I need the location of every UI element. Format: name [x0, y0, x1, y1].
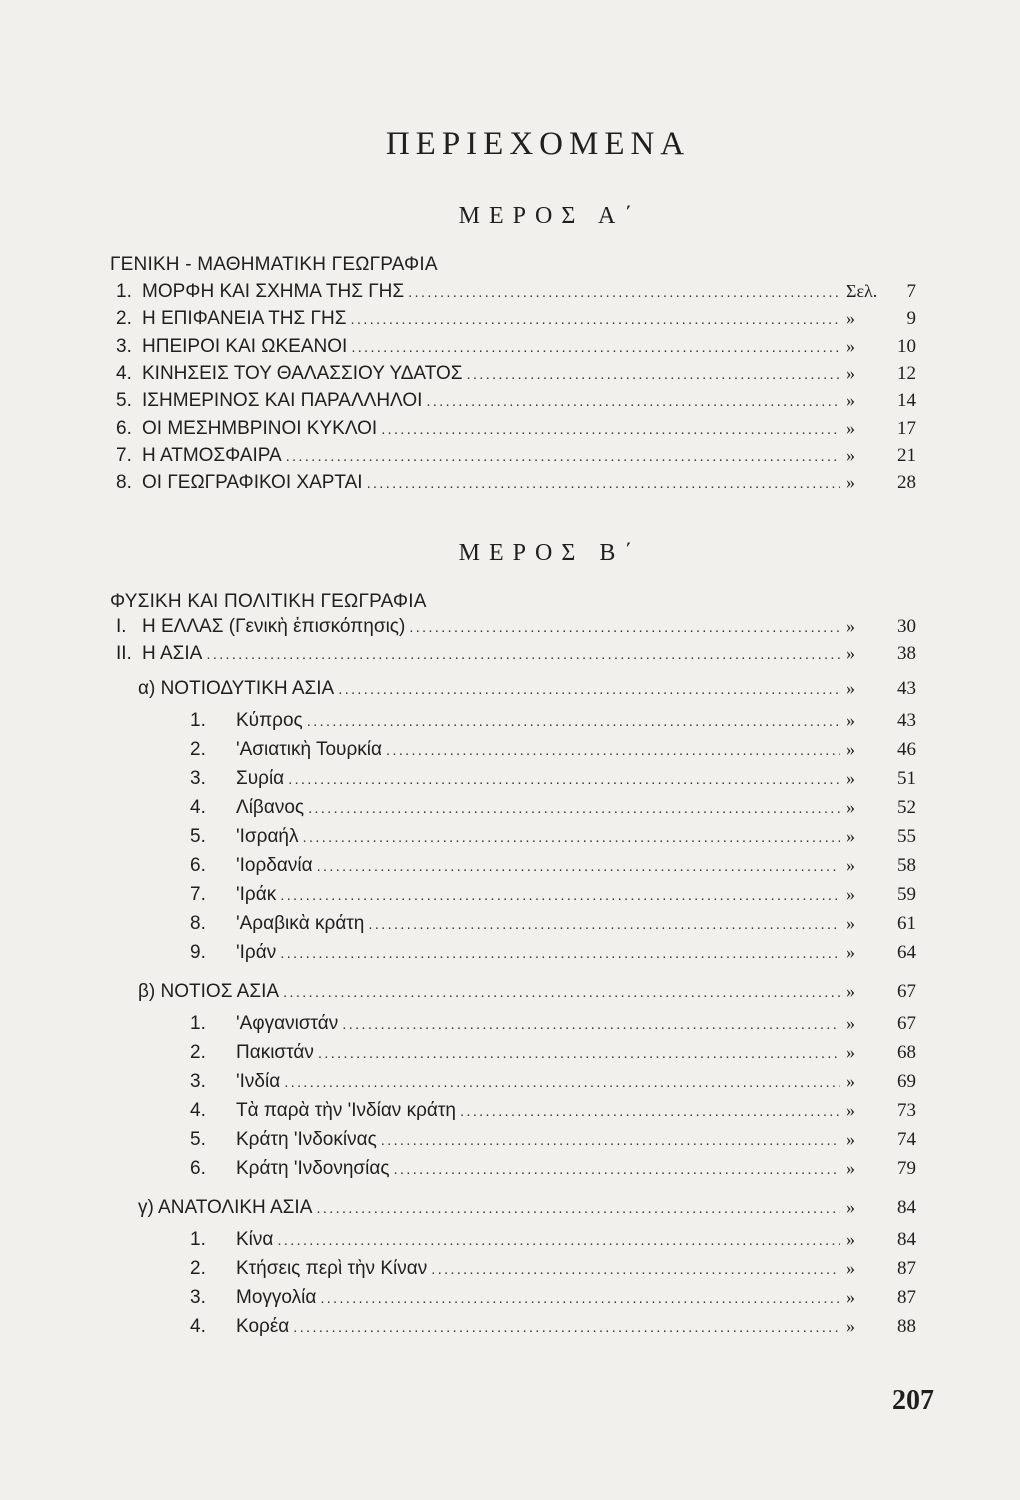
- toc-subentry: [190, 739, 916, 765]
- dot-leader: [460, 1103, 840, 1120]
- toc-entry-page: 73: [897, 1100, 916, 1121]
- toc-entry-number: 9.: [190, 942, 206, 963]
- toc-subsection: [138, 678, 916, 704]
- toc-entry-page: 46: [897, 739, 916, 760]
- dot-leader: [386, 742, 840, 759]
- toc-entry-ditto: »: [846, 797, 855, 817]
- toc-entry: [116, 445, 916, 471]
- toc-entry-page: 67: [897, 981, 916, 1002]
- part-a-heading: ΓΕΝΙΚΗ - ΜΑΘΗΜΑΤΙΚΗ ΓΕΩΓΡΑΦΙΑ: [110, 254, 438, 275]
- toc-entry-label: Η ΕΠΙΦΑΝΕΙΑ ΤΗΣ ΓΗΣ: [142, 308, 347, 330]
- toc-entry-ditto: »: [846, 826, 855, 846]
- toc-entry-number: 4.: [190, 1316, 206, 1337]
- part-b-title: ΜΕΡΟΣ Β΄: [458, 540, 642, 566]
- toc-entry-number: 2.: [116, 308, 132, 330]
- toc-entry-label: Κράτη 'Ινδονησίας: [236, 1158, 390, 1179]
- toc-entry-label: Μογγολία: [236, 1287, 317, 1308]
- toc-entry-label: α) ΝΟΤΙΟΔΥΤΙΚΗ ΑΣΙΑ: [138, 678, 335, 699]
- toc-subentry: [190, 1287, 916, 1313]
- toc-entry-page: 21: [897, 444, 916, 466]
- toc-subentry: [190, 768, 916, 794]
- toc-entry-label: 'Ασιατικὴ Τουρκία: [236, 739, 382, 760]
- toc-entry-ditto: »: [846, 710, 855, 730]
- toc-subentry: [190, 1042, 916, 1068]
- dot-leader: [381, 421, 840, 438]
- toc-subentry: [190, 1258, 916, 1284]
- toc-subentry: [190, 1129, 916, 1155]
- dot-leader: [288, 771, 840, 788]
- dot-leader: [408, 284, 840, 301]
- dot-leader: [351, 339, 840, 356]
- toc-entry-label: Πακιστάν: [236, 1042, 314, 1063]
- toc-entry-ditto: »: [846, 1258, 855, 1278]
- toc-entry-page: 52: [897, 797, 916, 818]
- toc-subentry: [190, 1013, 916, 1039]
- toc-entry-page: 43: [897, 678, 916, 699]
- dot-leader: [350, 311, 840, 328]
- dot-leader: [318, 1045, 840, 1062]
- toc-entry-label: Η ΕΛΛΑΣ (Γενικὴ ἐπισκόπησις): [142, 616, 406, 637]
- toc-entry-ditto: »: [846, 1287, 855, 1307]
- toc-entry-ditto: »: [846, 739, 855, 759]
- toc-entry-number: 2.: [190, 1258, 206, 1279]
- part-a-title: ΜΕΡΟΣ Α΄: [458, 203, 642, 229]
- toc-subentry: [190, 1316, 916, 1342]
- toc-entry-number: 2.: [190, 739, 206, 760]
- dot-leader: [368, 916, 840, 933]
- toc-entry: [116, 281, 916, 307]
- toc-entry-number: 4.: [116, 362, 132, 384]
- toc-entry-page: 28: [897, 472, 916, 494]
- toc-subentry: [190, 1071, 916, 1097]
- toc-entry-label: ΟΙ ΓΕΩΓΡΑΦΙΚΟΙ ΧΑΡΤΑΙ: [142, 472, 363, 494]
- toc-entry: [116, 643, 916, 669]
- dot-leader: [338, 681, 840, 698]
- dot-leader: [426, 393, 840, 410]
- toc-entry-label: ΗΠΕΙΡΟΙ ΚΑΙ ΩΚΕΑΝΟΙ: [142, 335, 348, 357]
- toc-entry-page: 68: [897, 1042, 916, 1063]
- toc-entry-label: Κτήσεις περὶ τὴν Κίναν: [236, 1258, 428, 1279]
- toc-entry-ditto: »: [846, 884, 855, 904]
- dot-leader: [280, 945, 840, 962]
- toc-entry-page: 69: [897, 1071, 916, 1092]
- toc-entry-label: 'Ιράν: [236, 942, 277, 963]
- toc-entry-number: 3.: [190, 1071, 206, 1092]
- toc-entry-label: Τὰ παρὰ τὴν 'Ινδίαν κράτη: [236, 1100, 456, 1121]
- toc-entry-number: 7.: [190, 884, 206, 905]
- toc-subentry: [190, 710, 916, 736]
- toc-entry-page: 10: [897, 335, 916, 357]
- toc-subentry: [190, 855, 916, 881]
- toc-entry-page: 14: [897, 390, 916, 412]
- toc-entry-number: II.: [116, 643, 132, 664]
- toc-entry-number: 6.: [190, 1158, 206, 1179]
- toc-entry-ditto: »: [846, 444, 855, 465]
- toc-entry-label: 'Ιράκ: [236, 884, 277, 905]
- page-number: 207: [892, 1385, 934, 1416]
- toc-entry-label: 'Αφγανιστάν: [236, 1013, 339, 1034]
- toc-entry: [116, 336, 916, 362]
- toc-entry-ditto: »: [846, 335, 855, 356]
- toc-subsection: [138, 981, 916, 1007]
- toc-entry-ditto: »: [846, 362, 855, 383]
- toc-entry-label: Κράτη 'Ινδοκίνας: [236, 1129, 377, 1150]
- toc-entry-ditto: »: [846, 1042, 855, 1062]
- toc-subentry: [190, 1158, 916, 1184]
- toc-entry-ditto: »: [846, 643, 855, 663]
- toc-entry-page: 84: [897, 1197, 916, 1218]
- dot-leader: [307, 713, 840, 730]
- toc-subentry: [190, 942, 916, 968]
- toc-entry-ditto: Σελ.: [846, 281, 878, 301]
- toc-entry-page: 9: [906, 308, 916, 330]
- toc-entry-label: Κίνα: [236, 1229, 274, 1250]
- toc-subentry: [190, 913, 916, 939]
- toc-entry-ditto: »: [846, 417, 855, 438]
- toc-entry-page: 51: [897, 768, 916, 789]
- toc-entry-ditto: »: [846, 1013, 855, 1033]
- dot-leader: [283, 984, 840, 1001]
- toc-entry-label: Η ΑΣΙΑ: [142, 643, 203, 664]
- toc-entry-ditto: »: [846, 1100, 855, 1120]
- toc-entry-page: 59: [897, 884, 916, 905]
- toc-entry-number: 5.: [190, 826, 206, 847]
- toc-entry-page: 61: [897, 913, 916, 934]
- toc-entry-number: 7.: [116, 444, 132, 466]
- toc-entry-page: 79: [897, 1158, 916, 1179]
- toc-entry: [116, 390, 916, 416]
- toc-entry-ditto: »: [846, 855, 855, 875]
- toc-subentry: [190, 797, 916, 823]
- toc-entry: [116, 308, 916, 334]
- toc-entry-label: 'Ινδία: [236, 1071, 281, 1092]
- dot-leader: [320, 1290, 840, 1307]
- toc-entry-ditto: »: [846, 913, 855, 933]
- toc-entry-ditto: »: [846, 472, 855, 493]
- dot-leader: [367, 475, 840, 492]
- toc-entry-page: 67: [897, 1013, 916, 1034]
- toc-entry-label: Κορέα: [236, 1316, 290, 1337]
- toc-subentry: [190, 826, 916, 852]
- toc-entry-page: 7: [906, 281, 916, 302]
- toc-entry-number: 8.: [116, 472, 132, 494]
- toc-entry-number: 6.: [116, 417, 132, 439]
- toc-entry-ditto: »: [846, 1129, 855, 1149]
- dot-leader: [284, 1074, 840, 1091]
- toc-entry-number: 1.: [116, 281, 132, 302]
- toc-entry-ditto: »: [846, 1158, 855, 1178]
- toc-entry-ditto: »: [846, 308, 855, 329]
- toc-entry-page: 43: [897, 710, 916, 731]
- toc-entry-number: 3.: [190, 768, 206, 789]
- toc-entry-label: ΜΟΡΦΗ ΚΑΙ ΣΧΗΜΑ ΤΗΣ ΓΗΣ: [142, 281, 405, 302]
- toc-entry-number: 4.: [190, 1100, 206, 1121]
- toc-entry-number: 1.: [190, 710, 206, 731]
- toc-subentry: [190, 1100, 916, 1126]
- dot-leader: [431, 1261, 840, 1278]
- toc-entry: [116, 418, 916, 444]
- toc-entry: [116, 363, 916, 389]
- toc-entry-number: 5.: [190, 1129, 206, 1150]
- dot-leader: [206, 646, 840, 663]
- dot-leader: [409, 619, 840, 636]
- dot-leader: [394, 1161, 840, 1178]
- toc-entry-page: 84: [897, 1229, 916, 1250]
- toc-entry-number: 8.: [190, 913, 206, 934]
- dot-leader: [316, 1200, 840, 1217]
- toc-entry-number: 4.: [190, 797, 206, 818]
- toc-entry-label: γ) ΑΝΑΤΟΛΙΚΗ ΑΣΙΑ: [138, 1197, 313, 1218]
- dot-leader: [381, 1132, 840, 1149]
- dot-leader: [467, 366, 841, 383]
- toc-entry-number: 5.: [116, 390, 132, 412]
- toc-entry-ditto: »: [846, 942, 855, 962]
- toc-entry-label: 'Αραβικὰ κράτη: [236, 913, 365, 934]
- toc-entry-page: 12: [897, 362, 916, 384]
- toc-entry-page: 88: [897, 1316, 916, 1337]
- page-title: ΠΕΡΙΕΧΟΜΕΝΑ: [385, 126, 691, 162]
- toc-entry-number: 2.: [190, 1042, 206, 1063]
- dot-leader: [308, 800, 840, 817]
- toc-subentry: [190, 1229, 916, 1255]
- toc-entry-page: 87: [897, 1287, 916, 1308]
- toc-entry-number: 3.: [116, 335, 132, 357]
- toc-entry-label: ΚΙΝΗΣΕΙΣ ΤΟΥ ΘΑΛΑΣΣΙΟΥ ΥΔΑΤΟΣ: [142, 362, 463, 384]
- toc-entry-label: 'Ισραήλ: [236, 826, 299, 847]
- toc-entry-page: 87: [897, 1258, 916, 1279]
- toc-subsection: [138, 1197, 916, 1223]
- toc-subentry: [190, 884, 916, 910]
- toc-entry-ditto: »: [846, 390, 855, 411]
- toc-entry-page: 38: [897, 643, 916, 664]
- toc-entry-label: ΙΣΗΜΕΡΙΝΟΣ ΚΑΙ ΠΑΡΑΛΛΗΛΟΙ: [142, 390, 423, 412]
- toc-entry-page: 74: [897, 1129, 916, 1150]
- part-b-heading: ΦΥΣΙΚΗ ΚΑΙ ΠΟΛΙΤΙΚΗ ΓΕΩΓΡΑΦΙΑ: [110, 591, 427, 612]
- toc-entry-number: I.: [116, 616, 127, 637]
- toc-entry-number: 1.: [190, 1229, 206, 1250]
- toc-entry: [116, 616, 916, 642]
- toc-entry-page: 30: [897, 616, 916, 637]
- toc-entry-label: Η ΑΤΜΟΣΦΑΙΡΑ: [142, 444, 282, 466]
- toc-entry-label: Συρία: [236, 768, 285, 789]
- toc-entry-label: β) ΝΟΤΙΟΣ ΑΣΙΑ: [138, 981, 280, 1002]
- toc-entry-number: 3.: [190, 1287, 206, 1308]
- dot-leader: [342, 1016, 840, 1033]
- toc-entry-label: Λίβανος: [236, 797, 305, 818]
- toc-entry-label: Κύπρος: [236, 710, 303, 731]
- toc-entry-ditto: »: [846, 1229, 855, 1249]
- toc-entry-page: 64: [897, 942, 916, 963]
- toc-entry-ditto: »: [846, 1316, 855, 1336]
- dot-leader: [277, 1232, 840, 1249]
- toc-entry-number: 1.: [190, 1013, 206, 1034]
- toc-entry-ditto: »: [846, 1071, 855, 1091]
- toc-entry-page: 17: [897, 417, 916, 439]
- dot-leader: [303, 829, 841, 846]
- toc-entry-ditto: »: [846, 678, 855, 698]
- toc-entry-ditto: »: [846, 768, 855, 788]
- dot-leader: [280, 887, 840, 904]
- toc-entry-ditto: »: [846, 981, 855, 1001]
- toc-entry-page: 55: [897, 826, 916, 847]
- toc-entry: [116, 472, 916, 498]
- toc-entry-page: 58: [897, 855, 916, 876]
- toc-entry-label: ΟΙ ΜΕΣΗΜΒΡΙΝΟΙ ΚΥΚΛΟΙ: [142, 417, 378, 439]
- toc-entry-label: 'Ιορδανία: [236, 855, 313, 876]
- toc-entry-number: 6.: [190, 855, 206, 876]
- dot-leader: [293, 1319, 840, 1336]
- dot-leader: [286, 448, 840, 465]
- toc-entry-ditto: »: [846, 1197, 855, 1217]
- dot-leader: [317, 858, 840, 875]
- toc-entry-ditto: »: [846, 616, 855, 636]
